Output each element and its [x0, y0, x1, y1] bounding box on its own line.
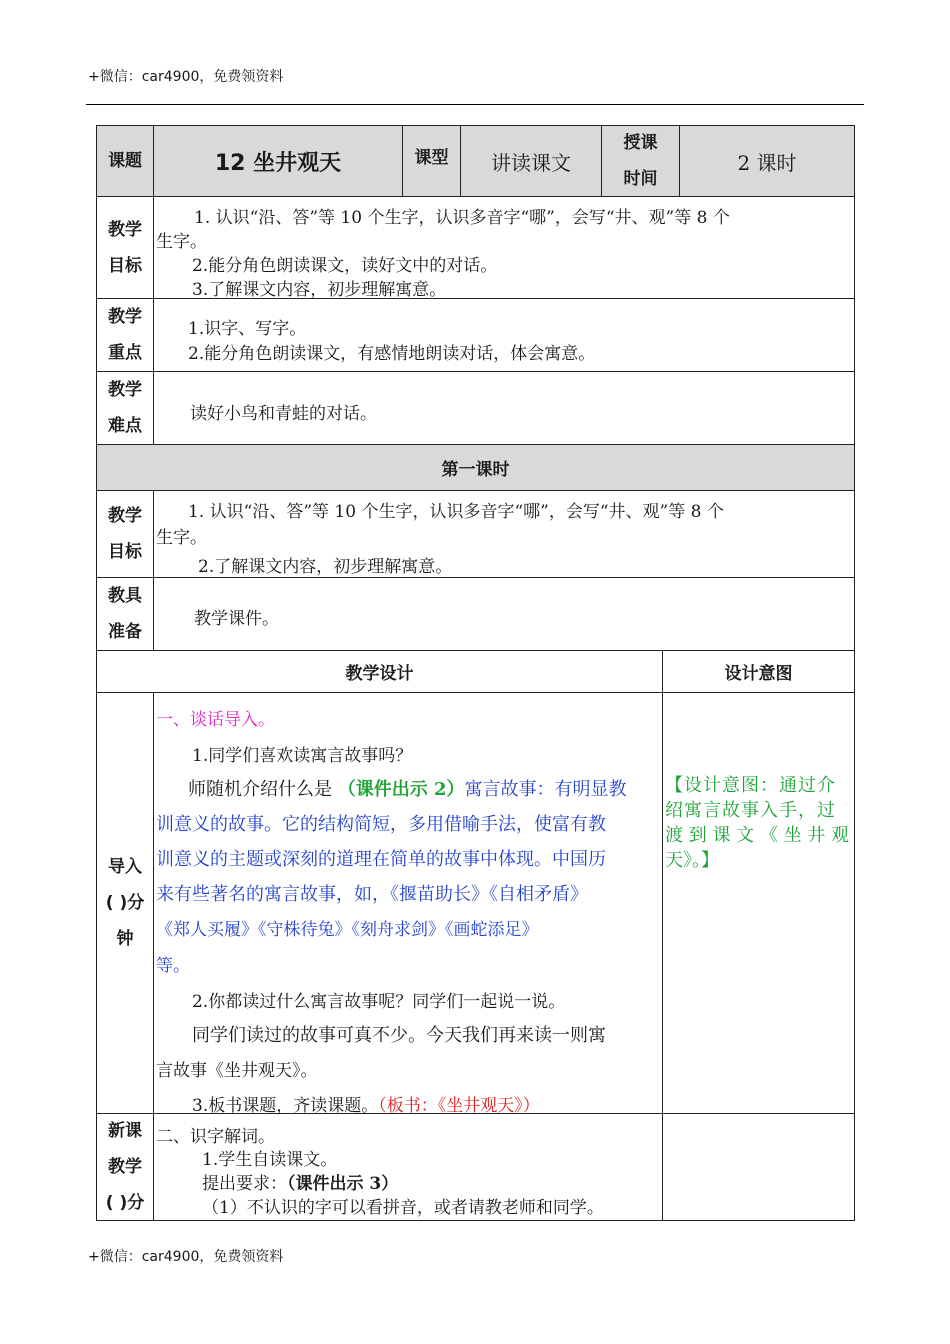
- intro-p5: 《郑人买履》《守株待兔》《刻舟求剑》《画蛇添足》: [156, 920, 539, 940]
- intro-intent-1: 【设计意图：通过介: [665, 775, 836, 796]
- goals-line-1b: 生字。: [156, 232, 207, 252]
- intro-p6: 等。: [156, 956, 190, 976]
- newlesson-heading: 二、识字解词。: [156, 1127, 275, 1147]
- tools-label-2: 准备: [108, 622, 142, 642]
- goals-label-cell: [96, 196, 154, 299]
- header-note: +微信：car4900，免费领资料: [88, 69, 284, 85]
- footer-note: +微信：car4900，免费领资料: [88, 1249, 284, 1265]
- type-label-cell: [402, 125, 461, 197]
- intro-intent-cell: [662, 692, 855, 1114]
- goals-line-3: 3.了解课文内容，初步理解寓意。: [192, 280, 447, 300]
- intro-p2: 训意义的故事。它的结构简短，多用借喻手法，使富有教: [156, 814, 606, 835]
- intro-label-3: 钟: [116, 929, 134, 949]
- difficulties-line-1: 读好小鸟和青蛙的对话。: [190, 404, 377, 424]
- lesson1-goals-label-2: 目标: [108, 542, 142, 562]
- courseware-tag-3: （课件出示 3）: [287, 1174, 399, 1194]
- newlesson-intent-cell: [662, 1113, 855, 1221]
- lesson1-goals-label-cell: [96, 490, 154, 578]
- courseware-tag-2: （课件出示 2）: [337, 779, 465, 800]
- lesson-label-cell: [96, 125, 154, 197]
- intro-q3-lead: 3.板书课题，齐读课题。: [192, 1096, 379, 1116]
- tools-line-1: 教学课件。: [194, 609, 279, 629]
- lesson1-goals-line-2: 2.了解课文内容，初步理解寓意。: [198, 557, 453, 577]
- goals-label-1: 教学: [108, 219, 142, 240]
- intro-intent-4: 天》。】: [665, 850, 719, 871]
- intro-p8: 言故事《坐井观天》。: [156, 1061, 318, 1081]
- lesson-label: 课题: [108, 151, 142, 171]
- time-value-cell: [679, 125, 855, 197]
- board-note: （板书：《坐井观天》）: [378, 1096, 540, 1116]
- tools-label-cell: [96, 577, 154, 651]
- tools-label-1: 教具: [108, 586, 142, 606]
- newlesson-label-1: 新课: [108, 1121, 142, 1141]
- intro-heading: 一、谈话导入。: [156, 710, 275, 730]
- difficulties-content-cell: [153, 371, 855, 445]
- intro-p4: 来有些著名的寓言故事，如，《揠苗助长》《自相矛盾》: [156, 884, 588, 905]
- newlesson-l2-lead: 提出要求：: [202, 1174, 287, 1194]
- difficulties-label-2: 难点: [108, 416, 142, 436]
- design-header-cell: [96, 650, 663, 693]
- lesson1-goals-content-cell: [153, 490, 855, 578]
- time-value: 2 课时: [737, 150, 797, 175]
- goals-line-1: 1. 认识“沿、答”等 10 个生字，认识多音字“哪”，会写“井、观”等 8 个: [194, 208, 730, 228]
- newlesson-label-2: 教学: [108, 1157, 142, 1177]
- keypoints-line-2: 2.能分角色朗读课文，有感情地朗读对话，体会寓意。: [188, 344, 596, 364]
- keypoints-label-1: 教学: [108, 307, 142, 327]
- keypoints-content-cell: [153, 298, 855, 372]
- goals-line-2: 2.能分角色朗读课文，读好文中的对话。: [192, 256, 498, 276]
- newlesson-l3: （1）不认识的字可以看拼音，或者请教老师和同学。: [202, 1198, 604, 1218]
- intent-header-cell: [662, 650, 855, 693]
- type-value-cell: [460, 125, 602, 197]
- intro-p3: 训意义的主题或深刻的道理在简单的故事中体现。中国历: [156, 849, 606, 870]
- intro-label-1: 导入: [108, 857, 142, 877]
- intent-header: 设计意图: [724, 664, 793, 684]
- newlesson-l1: 1.学生自读课文。: [202, 1150, 338, 1170]
- type-label: 课型: [414, 148, 449, 168]
- time-label-2: 时间: [623, 169, 658, 189]
- header-rule: [86, 104, 864, 105]
- keypoints-label-cell: [96, 298, 154, 372]
- section-title-cell: [96, 444, 855, 491]
- lesson-title-cell: [153, 125, 403, 197]
- tools-content-cell: [153, 577, 855, 651]
- difficulties-label-cell: [96, 371, 154, 445]
- intro-p1: [188, 775, 627, 801]
- intro-content-cell: [153, 692, 663, 1114]
- newlesson-content-cell: [153, 1113, 663, 1221]
- newlesson-label-3: ( )分: [105, 1193, 145, 1213]
- newlesson-l2: [202, 1169, 398, 1194]
- lesson1-goals-label-1: 教学: [108, 506, 142, 526]
- type-value: 讲读课文: [491, 150, 571, 175]
- keypoints-line-1: 1.识字、写字。: [188, 319, 307, 339]
- goals-content-cell: [153, 196, 855, 299]
- intro-intent-2: 绍寓言故事入手，过: [665, 800, 836, 821]
- section-title: 第一课时: [441, 460, 510, 480]
- intro-intent-3: 渡 到 课 文 《 坐 井 观: [665, 825, 850, 846]
- design-header: 教学设计: [345, 664, 414, 684]
- difficulties-label-1: 教学: [108, 380, 142, 400]
- goals-label-2: 目标: [108, 255, 142, 276]
- keypoints-label-2: 重点: [108, 343, 142, 363]
- intro-p1-lead: 师随机介绍什么是: [188, 779, 338, 800]
- intro-label-2: ( )分: [105, 893, 145, 913]
- lesson-title: 12 坐井观天: [214, 150, 342, 176]
- time-label-1: 授课: [623, 133, 658, 153]
- newlesson-label-cell: [96, 1113, 154, 1221]
- time-label-cell: [601, 125, 680, 197]
- intro-p1-rest: 寓言故事：有明显教: [464, 779, 627, 800]
- lesson1-goals-line-1: 1. 认识“沿、答”等 10 个生字，认识多音字“哪”，会写“井、观”等 8 个: [188, 502, 724, 522]
- lesson1-goals-line-1b: 生字。: [156, 528, 207, 548]
- intro-q1: 1.同学们喜欢读寓言故事吗？: [192, 746, 413, 766]
- intro-label-cell: [96, 692, 154, 1114]
- intro-q2: 2.你都读过什么寓言故事呢？同学们一起说一说。: [192, 992, 566, 1012]
- intro-p7: 同学们读过的故事可真不少。今天我们再来读一则寓: [192, 1025, 606, 1046]
